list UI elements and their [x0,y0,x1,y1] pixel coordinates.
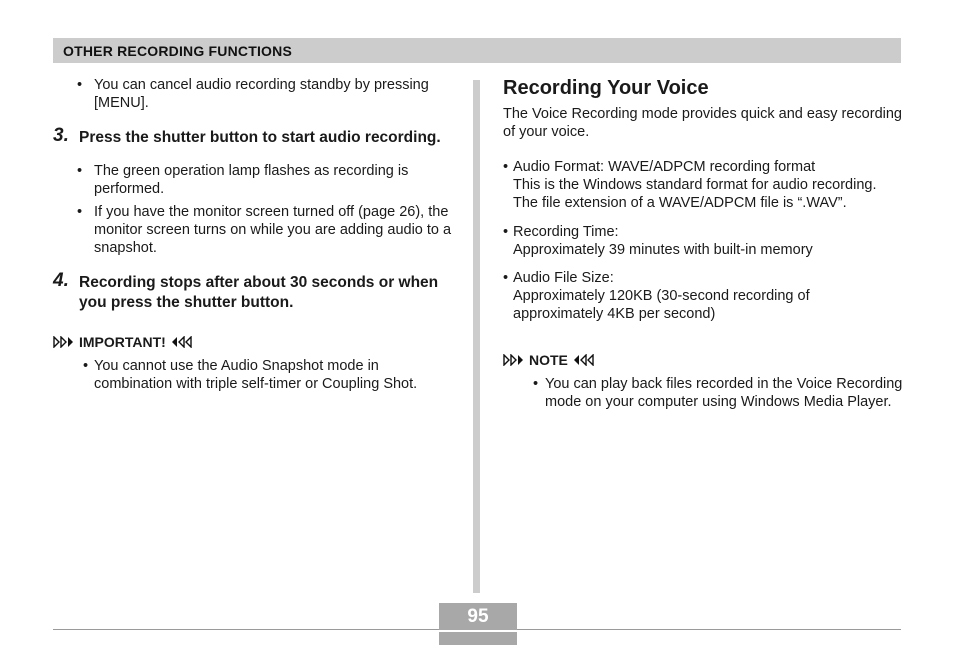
step-4 [53,270,453,313]
triple-arrow-left-icon [572,354,594,366]
bullet-mark: • [83,358,89,374]
important-callout [53,333,453,351]
bullet-mark: • [503,224,509,240]
intro-paragraph: The Voice Recording mode provides quick and easy recording of your voice. [503,106,902,140]
bullet-mark: • [503,270,509,286]
list-item-text: If you have the monitor screen turned off (page 26), the monitor screen turns on while you are adding audio to a snapshot. [94,204,452,256]
spec-label: Recording Time: [513,224,619,240]
list-item [503,375,903,411]
page-number-stripe [439,630,517,632]
section-header-bar [53,38,901,63]
note-label: NOTE [529,352,568,368]
spec-item [503,158,903,212]
list-item [53,357,453,393]
list-item [53,203,453,257]
important-label: IMPORTANT! [79,334,166,350]
column-divider [473,80,480,593]
spec-item [503,223,903,259]
step-number: 3. [53,125,69,146]
right-column [503,76,903,411]
triple-arrow-left-icon [170,336,192,348]
left-column [53,76,453,393]
page-number: 95 [467,606,489,627]
section-title: Recording Your Voice [503,77,709,99]
list-item [53,162,453,198]
list-item-text: The green operation lamp flashes as recording is performed. [94,163,409,197]
triple-arrow-right-icon [503,354,525,366]
page-number-box [439,603,517,645]
spec-item [503,269,903,323]
bullet-mark: • [503,159,509,175]
bullet-mark: • [77,163,83,179]
step-3 [53,125,453,148]
section-header-title: OTHER RECORDING FUNCTIONS [63,43,292,59]
bullet-mark: • [533,376,539,392]
spec-line: Approximately 39 minutes with built-in memory [513,242,813,258]
spec-label: Audio Format: WAVE/ADPCM recording format [513,159,816,175]
step-number: 4. [53,270,69,291]
spec-line: The file extension of a WAVE/ADPCM file is “.WAV”. [513,195,847,211]
list-item [53,76,453,112]
spec-line: Approximately 120KB (30-second recording of [513,288,810,304]
step-text: Press the shutter button to start audio recording. [79,129,441,146]
list-item-text: You cannot use the Audio Snapshot mode in combination with triple self-timer or Coupling Shot. [94,358,418,392]
spec-line: This is the Windows standard format for audio recording. [513,177,877,193]
bullet-mark: • [77,77,83,93]
step-text: Recording stops after about 30 seconds or when you press the shutter button. [79,274,439,311]
spec-line: approximately 4KB per second) [513,306,716,322]
note-callout [503,351,903,369]
spec-label: Audio File Size: [513,270,614,286]
bullet-mark: • [77,204,83,220]
triple-arrow-right-icon [53,336,75,348]
list-item-text: You can cancel audio recording standby by pressing [MENU]. [94,77,429,111]
list-item-text: You can play back files recorded in the Voice Recording mode on your computer using Windows Media Player. [545,376,903,410]
